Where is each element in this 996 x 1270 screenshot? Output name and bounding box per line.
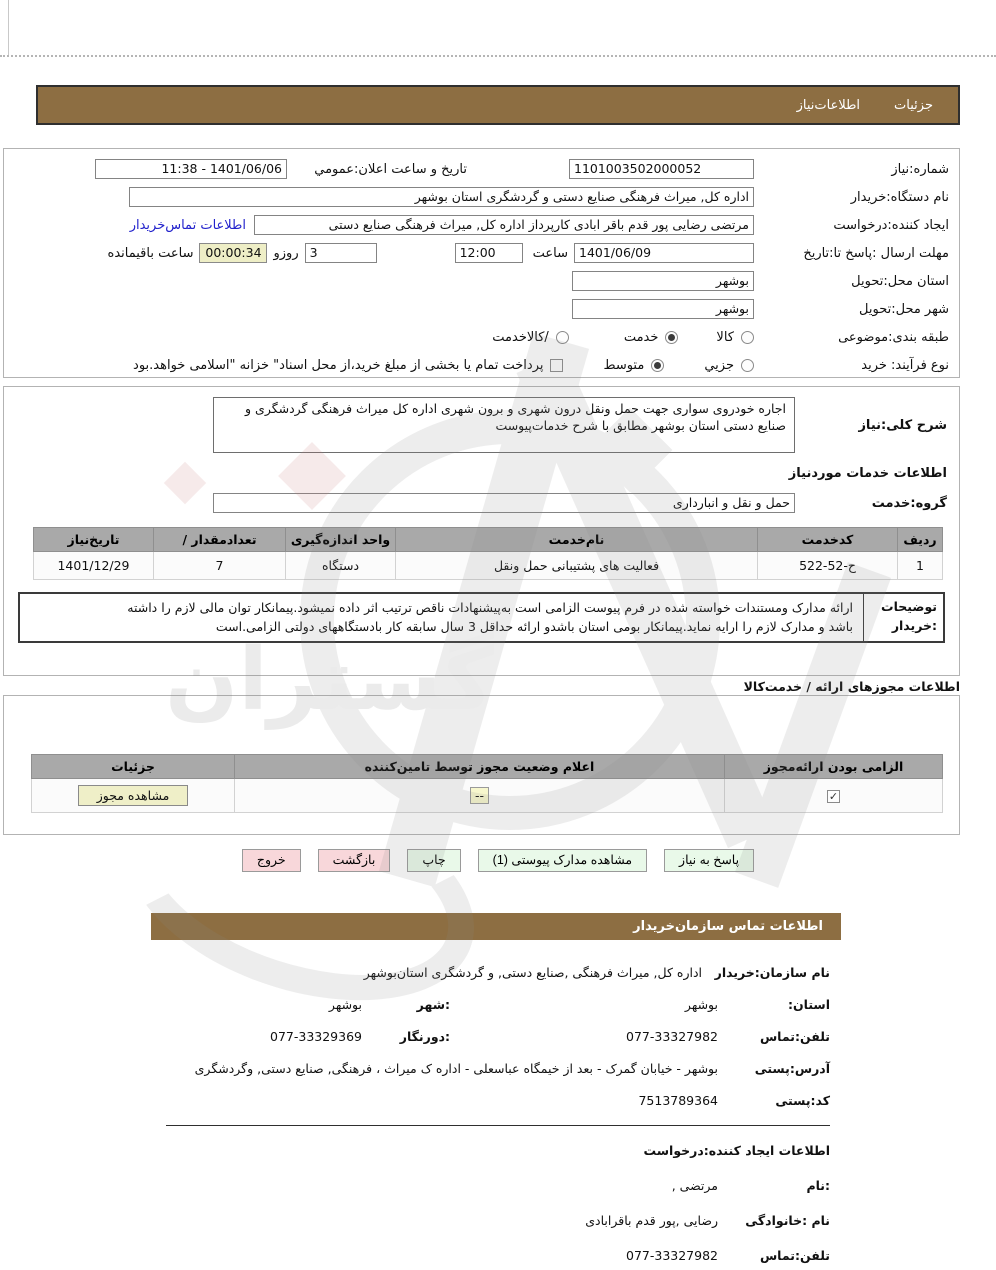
- print-button[interactable]: چاپ: [407, 849, 460, 872]
- announce-datetime-field[interactable]: 11:38 - 1401/06/06: [95, 159, 287, 179]
- cell-quantity: 7: [154, 552, 286, 580]
- creator-phone-row: [166, 1248, 830, 1263]
- category-label: طبقه بندی:موضوعی: [838, 329, 949, 345]
- need-number-field[interactable]: 1101003502000052: [569, 159, 754, 179]
- delivery-city-field[interactable]: بوشهر: [572, 299, 754, 319]
- services-heading: اطلاعات خدمات موردنیاز: [788, 466, 947, 481]
- watermark-text: گستران: [165, 630, 495, 730]
- delivery-province-label: استان محل:تحویل: [851, 273, 949, 289]
- deadline-label: مهلت ارسال :پاسخ تا:تاریخ: [803, 245, 949, 261]
- need-description-row: [16, 397, 947, 453]
- creator-label: ایجاد کننده:درخواست: [833, 217, 949, 233]
- creator-first-name-value: مرتضی ,: [671, 1178, 718, 1193]
- delivery-province-field[interactable]: بوشهر: [572, 271, 754, 291]
- hour-label: ساعت: [532, 245, 568, 261]
- radio-goods-icon[interactable]: [741, 331, 754, 344]
- cell-service-code: ح-52-522: [758, 552, 898, 580]
- need-description-textarea[interactable]: اجاره خودروی سواری جهت حمل ونقل درون شهری و برون شهری اداره کل میراث فرهنگی گردشگری و صنایع دستی استان بوشهر مطابق با شرح خدمات‌پیوست: [213, 397, 795, 453]
- request-info-panel: [3, 148, 960, 378]
- creator-info-section: [166, 1143, 830, 1263]
- tab-details[interactable]: جزئیات: [894, 97, 933, 113]
- process-type-row: [14, 351, 949, 379]
- permits-heading: اطلاعات مجوزهای ارائه / خدمت‌کالا: [743, 679, 960, 694]
- creator-last-name-value: رضایی ,پور قدم باقرابادی: [585, 1213, 718, 1228]
- org-name-row: [166, 965, 830, 980]
- deadline-time-field[interactable]: 12:00: [455, 243, 523, 263]
- creator-last-name-row: [166, 1213, 830, 1228]
- need-description-label: شرح کلی:نیاز: [858, 417, 947, 433]
- creator-last-name-label: نام :خانوادگی: [745, 1213, 830, 1228]
- tab-need-info[interactable]: اطلاعات‌نیاز: [796, 97, 861, 113]
- table-row: [32, 779, 943, 813]
- permit-status-field[interactable]: --: [470, 787, 489, 804]
- tab-bar: [36, 85, 960, 125]
- services-panel: [3, 386, 960, 676]
- col-service-name: نام‌خدمت: [396, 528, 758, 552]
- org-contact-bar: اطلاعات تماس سازمان‌خریدار: [151, 913, 841, 940]
- buyer-notes-text: ارائه مدارک ومستندات خواسته شده در فرم پیوست الزامی است به‌پیشنهادات ناقص ترتیب اثر داده نمیشود.پیمانکار توان مالی لازم را داشته باشد و مدارک لازم را ارایه نماید.پیمانکار بومی استان باشدو ارائه حداقل 3 سال سابقه کار بادستگاههای دولتی الزامی.است: [127, 600, 853, 635]
- org-name-value: اداره کل, میراث فرهنگی ,صنایع دستی, و گردشگری استان‌بوشهر: [363, 965, 702, 980]
- deadline-date-field[interactable]: 1401/06/09: [574, 243, 754, 263]
- treasury-payment-option[interactable]: پرداخت تمام یا بخشی از مبلغ خرید،از محل اسناد" خزانه "اسلامی خواهد.بود: [133, 358, 563, 373]
- time-remaining-field: 00:00:34: [199, 243, 267, 263]
- cell-unit: دستگاه: [286, 552, 396, 580]
- deadline-row: [14, 239, 949, 267]
- category-option-goods-service[interactable]: /کالاخدمت: [492, 330, 569, 345]
- col-need-date: تاریخ‌نیاز: [34, 528, 154, 552]
- org-address-label: آدرس:پستی: [754, 1061, 830, 1076]
- announce-datetime-label: تاریخ و ساعت اعلان:عمومي: [314, 161, 467, 177]
- treasury-checkbox-icon[interactable]: [550, 359, 563, 372]
- permits-panel: [3, 695, 960, 835]
- org-postal-label: کد:پستی: [775, 1093, 830, 1108]
- cell-row-number: 1: [898, 552, 943, 580]
- org-province-value: بوشهر: [684, 997, 718, 1012]
- col-permit-required: الزامی بودن ارائه‌مجوز: [725, 755, 943, 779]
- radio-service-icon[interactable]: [665, 331, 678, 344]
- category-option-service[interactable]: خدمت: [624, 330, 679, 345]
- table-row: [34, 552, 943, 580]
- buyer-notes-box: [18, 592, 945, 643]
- radio-goods-service-icon[interactable]: [556, 331, 569, 344]
- col-permit-status: اعلام وضعیت مجوز توسط تامین‌کننده: [235, 755, 725, 779]
- creator-first-name-row: [166, 1178, 830, 1193]
- radio-medium-icon[interactable]: [651, 359, 664, 372]
- days-remaining-field[interactable]: 3: [305, 243, 377, 263]
- col-quantity: تعدادمقدار /: [154, 528, 286, 552]
- org-postal-row: [166, 1093, 830, 1108]
- col-service-code: کدخدمت: [758, 528, 898, 552]
- need-number-row: [14, 155, 949, 183]
- org-fax-value: 077-33329369: [270, 1029, 362, 1044]
- remaining-label: ساعت باقیمانده: [107, 245, 194, 261]
- delivery-city-label: شهر محل:تحویل: [859, 301, 949, 317]
- col-row-number: ردیف: [898, 528, 943, 552]
- process-option-partial[interactable]: جزيي: [704, 358, 754, 373]
- org-address-value: بوشهر - خیابان گمرک - بعد از خیمگاه عباسعلی - اداره ک میراث ، فرهنگی, صنایع دستی, وگردشگری: [194, 1061, 718, 1076]
- service-group-label: گروه:خدمت: [871, 495, 947, 511]
- view-attachments-button[interactable]: مشاهده مدارک پیوستی (1): [478, 849, 647, 872]
- col-permit-details: جزئیات: [32, 755, 235, 779]
- delivery-province-row: [14, 267, 949, 295]
- creator-phone-label: تلفن:تماس: [759, 1248, 830, 1263]
- org-phone-value: 077-33327982: [626, 1029, 718, 1044]
- org-phone-label: تلفن:تماس: [759, 1029, 830, 1044]
- delivery-city-row: [14, 295, 949, 323]
- buyer-name-row: [14, 183, 949, 211]
- services-table-header: [34, 528, 943, 552]
- dotted-divider: [0, 55, 996, 57]
- creator-first-name-label: :نام: [806, 1178, 830, 1193]
- category-option-goods[interactable]: کالا: [716, 330, 754, 345]
- view-permit-button[interactable]: مشاهده مجوز: [78, 785, 189, 806]
- org-fax-label: :دورنگار: [399, 1029, 450, 1044]
- category-row: [14, 323, 949, 351]
- org-postal-value: 7513789364: [638, 1093, 718, 1108]
- services-table: [33, 527, 943, 580]
- buyer-notes-label: توضیحات :خریدار: [863, 594, 943, 641]
- creator-info-heading: اطلاعات ایجاد کننده:درخواست: [643, 1143, 830, 1158]
- need-number-label: شماره:نیاز: [891, 161, 949, 177]
- permits-table: [31, 754, 943, 813]
- org-city-label: :شهر: [416, 997, 450, 1012]
- org-address-row: [166, 1061, 830, 1076]
- org-province-label: استان:: [787, 997, 830, 1012]
- radio-partial-icon[interactable]: [741, 359, 754, 372]
- creator-field[interactable]: مرتضی رضایی پور قدم باقر ابادی کارپرداز اداره کل, میراث فرهنگی صنایع دستی: [254, 215, 754, 235]
- cell-need-date: 1401/12/29: [34, 552, 154, 580]
- exit-button[interactable]: خروج: [242, 849, 301, 872]
- process-option-medium[interactable]: متوسط: [603, 358, 664, 373]
- org-contact-section: [166, 948, 830, 1108]
- answer-need-button[interactable]: پاسخ به نیاز: [664, 849, 754, 872]
- cell-permit-required: [725, 779, 943, 813]
- process-type-label: نوع فرآیند: خرید: [861, 357, 949, 373]
- cell-permit-details: [32, 779, 235, 813]
- org-phone-fax-row: [166, 1029, 830, 1044]
- buyer-name-label: نام دستگاه:خریدار: [850, 189, 949, 205]
- permits-table-header: [32, 755, 943, 779]
- creator-row: [14, 211, 949, 239]
- cell-service-name: فعالیت های پشتیبانی حمل ونقل: [396, 552, 758, 580]
- org-city-value: بوشهر: [328, 997, 362, 1012]
- permit-required-checkbox-icon[interactable]: ✓: [828, 790, 839, 803]
- section-divider: [166, 1125, 830, 1126]
- left-border-line: [8, 0, 9, 55]
- days-label: روزو: [273, 245, 299, 261]
- cell-permit-status: [235, 779, 725, 813]
- creator-phone-value: 077-33327982: [626, 1248, 718, 1263]
- buyer-contact-link[interactable]: اطلاعات تماس‌خریدار: [129, 217, 246, 233]
- service-group-row: [16, 493, 947, 513]
- org-province-city-row: [166, 997, 830, 1012]
- action-buttons: [0, 849, 996, 872]
- col-unit: واحد اندازه‌گیری: [286, 528, 396, 552]
- buyer-name-field[interactable]: اداره کل, میراث فرهنگی صنایع دستی و گردشگری استان بوشهر: [129, 187, 754, 207]
- org-name-label: نام سازمان:خریدار: [714, 965, 830, 980]
- service-group-field[interactable]: حمل و نقل و انبارداری: [213, 493, 795, 513]
- back-button[interactable]: بازگشت: [318, 849, 391, 872]
